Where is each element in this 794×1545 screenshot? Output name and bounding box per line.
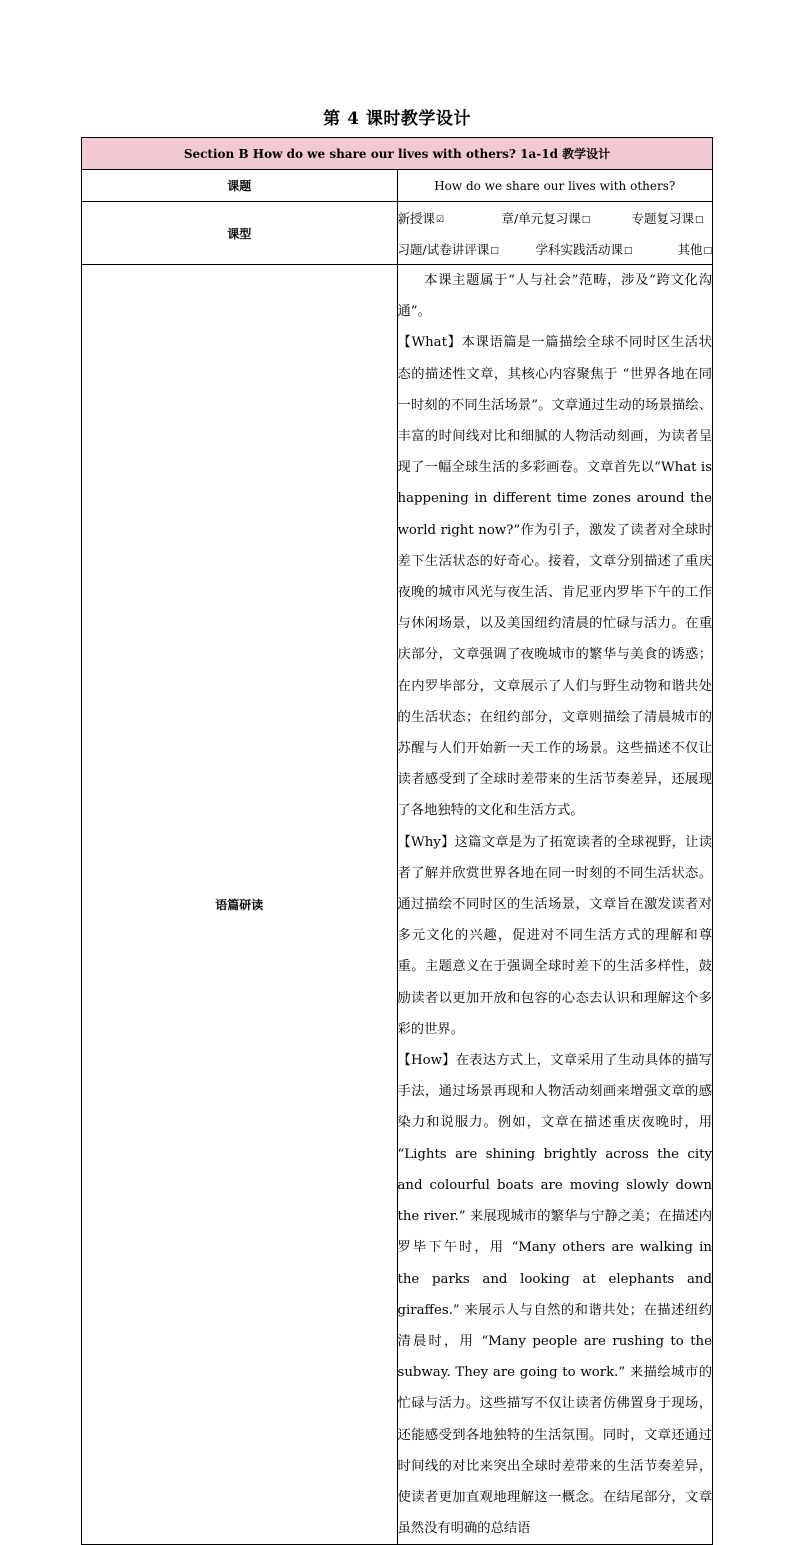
analysis-intro: 本课主题属于“人与社会”范畴，涉及“跨文化沟通”。 [397, 273, 712, 320]
option-topic-review[interactable]: 专题复习课□ [631, 210, 704, 226]
lesson-type-label: 课型 [82, 202, 398, 265]
option-other[interactable]: 其他□ [677, 241, 712, 257]
checkbox-icon[interactable]: □ [703, 245, 712, 256]
option-unit-review[interactable]: 章/单元复习课□ [501, 210, 591, 226]
text-analysis-content [397, 265, 713, 1545]
option-exercise-review[interactable]: 习题/试卷讲评课□ [397, 241, 499, 257]
text-analysis-label: 语篇研读 [82, 265, 398, 1545]
why-tag: 【Why】 [397, 834, 455, 850]
lesson-design-table [81, 137, 713, 1545]
option-practice-activity[interactable]: 学科实践活动课□ [535, 241, 633, 257]
how-text: 在表达方式上，文章采用了生动具体的描写手法，通过场景再现和人物活动刻画来增强文章的感染力和说服力。例如，文章在描述重庆夜晚时，用 “Lights are shining brightly across the city and colourful boats are moving slowly down the river.” 来展现城市的繁华与宁静之美；在描述内罗毕下午时，用 “Many others are walking in the parks and looking at elephants and giraffes.” 来展示人与自然的和谐共处；在描述纽约清晨时，用 “Many people are rushing to the subway. They are going to work.” 来描绘城市的忙碌与活力。这些描写不仅让读者仿佛置身于现场，还能感受到各地独特的生活氛围。同时，文章还通过时间线的对比来突出全球时差带来的生活节奏差异，使读者更加直观地理解这一概念。在结尾部分，文章虽然没有明确的总结语 [397, 1053, 713, 1537]
checkbox-icon[interactable]: □ [624, 245, 633, 256]
checkbox-icon[interactable]: □ [695, 214, 704, 225]
checkbox-icon[interactable]: □ [490, 245, 499, 256]
topic-value: How do we share our lives with others? [397, 170, 713, 202]
lesson-type-options [397, 202, 713, 265]
option-new-lesson[interactable]: 新授课☑ [397, 210, 445, 226]
lesson-type-row-1 [398, 202, 713, 233]
checkbox-icon[interactable]: □ [581, 214, 591, 225]
what-tag: 【What】 [397, 335, 462, 351]
table-header: Section B How do we share our lives with others? 1a-1d 教学设计 [82, 138, 713, 170]
analysis-what [398, 327, 713, 826]
how-tag: 【How】 [397, 1053, 456, 1069]
why-text: 这篇文章是为了拓宽读者的全球视野，让读者了解并欣赏世界各地在同一时刻的不同生活状态。通过描绘不同时区的生活场景，文章旨在激发读者对多元文化的兴趣，促进对不同生活方式的理解和尊重。主题意义在于强调全球时差下的生活多样性，鼓励读者以更加开放和包容的心态去认识和理解这个多彩的世界。 [397, 834, 712, 1037]
analysis-why [398, 827, 713, 1045]
analysis-how [398, 1045, 713, 1544]
lesson-type-row-2 [398, 233, 713, 264]
topic-label: 课题 [82, 170, 398, 202]
what-text: 本课语篇是一篇描绘全球不同时区生活状态的描述性文章，其核心内容聚焦于 “世界各地在同一时刻的不同生活场景”。文章通过生动的场景描绘、丰富的时间线对比和细腻的人物活动刻画，为读者呈现了一幅全球生活的多彩画卷。文章首先以“What is happening in different time zones around the world right now?”作为引子，激发了读者对全球时差下生活状态的好奇心。接着，文章分别描述了重庆夜晚的城市风光与夜生活、肯尼亚内罗毕下午的工作与休闲场景，以及美国纽约清晨的忙碌与活力。在重庆部分，文章强调了夜晚城市的繁华与美食的诱惑；在内罗毕部分，文章展示了人们与野生动物和谐共处的生活状态；在纽约部分，文章则描绘了清晨城市的苏醒与人们开始新一天工作的场景。这些描述不仅让读者感受到了全球时差带来的生活节奏差异，还展现了各地独特的文化和生活方式。 [397, 335, 712, 819]
checked-box-icon[interactable]: ☑ [436, 214, 445, 225]
page-title: 第 4 课时教学设计 [323, 109, 471, 129]
